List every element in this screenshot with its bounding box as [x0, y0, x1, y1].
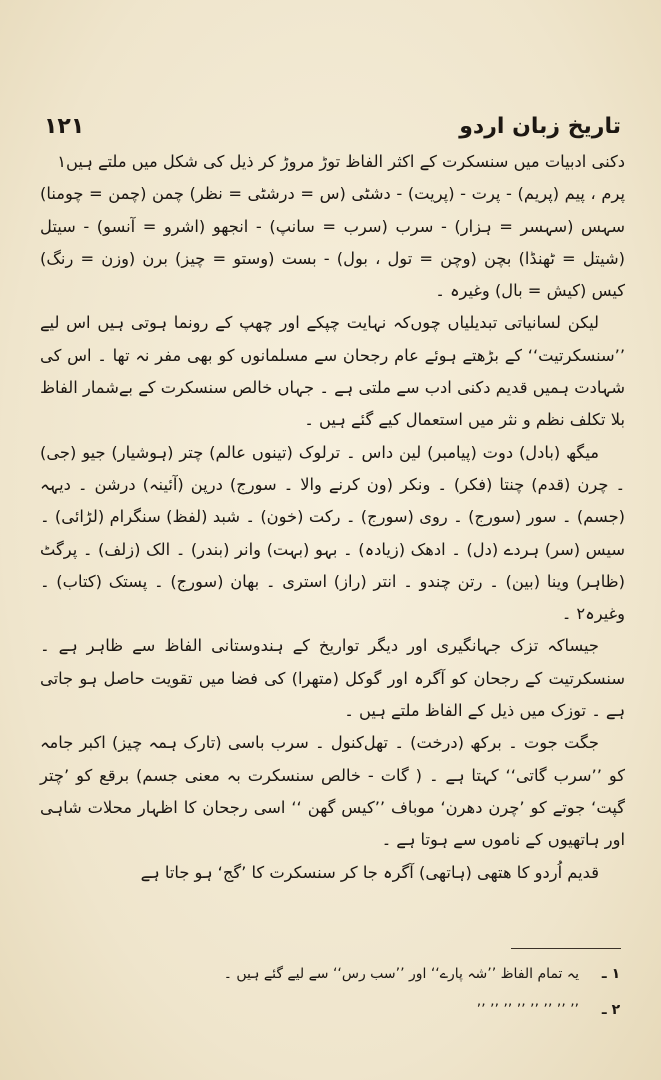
paragraph-tuzuk: جیساکہ تزک جہانگیری اور دیگر تواریخ کے ہندوستانی الفاظ سے ظاہر ہے ۔ سنسکرتیت کے رجحان کو آگرہ اور گوکل (متھرا) کی فضا میں تقویت حاصل ہو جاتی ہے ۔ توزک میں ذیل کے الفاظ ملتے ہیں ۔	[40, 636, 625, 721]
footnotes	[40, 956, 625, 1028]
footnote-text: یہ تمام الفاظ ’’شہ پارے‘‘ اور ’’سب رس‘‘ سے لیے گئے ہیں ۔	[223, 966, 579, 982]
paragraph-word-list-3: جگت جوت ۔ برکھ (درخت) ۔ تھل‌کنول ۔ سرب باسی (تارک ہمہ چیز) اکبر جامہ کو ’’سرب گاتی‘‘ کہتا ہے ۔ ( گات - خالص سنسکرت بہ معنی جسم) برقع کو ’چتر گپت‘ جوتے کو ’چرن دھرن‘ موباف ’’کیس گھن ‘‘ اسی رجحان کا اظہار محلات شاہی اور ہاتھیوں کے ناموں سے ہوتا ہے ۔	[40, 733, 625, 850]
footnote	[40, 992, 625, 1028]
page-header	[44, 108, 621, 144]
footnote-text: ’’ ’’ ’’ ’’ ’’ ’’ ’’ ’’	[476, 1002, 579, 1018]
paragraph-hathi: قدیم اُردو کا ھتھی (ہاتھی) آگرہ جا کر سنسکرت کا ’گج‘ ہو جاتا ہے	[140, 862, 599, 882]
paragraph-linguistic-change: لیکن لسانیاتی تبدیلیاں چوں‌کہ نہایت چپکے اور چھپ کے رونما ہوتی ہیں اس لیے ’’سنسکرتیت‘‘ کے بڑھتے ہوئے عام رجحان سے مسلمانوں کو بھی مفر نہ تھا ۔ اس کی شہادت ہمیں قدیم دکنی ادب سے ملتی ہے ۔ جہاں خالص سنسکرت کے بےشمار الفاظ بلا تکلف نظم و نثر میں استعمال کیے گئے ہیں ۔	[40, 313, 625, 430]
footnote-mark: ۱ ـ	[601, 966, 621, 982]
footnote-mark: ۲ ـ	[601, 1002, 621, 1018]
page-number: ۱۲۱	[44, 113, 85, 139]
paragraph-word-list-2: میگھ (بادل) دوت (پیامبر) لین داس ۔ ترلوک (تینوں عالم) چتر (ہوشیار) جیو (جی) ۔ چرن (قدم) چنتا (فکر) ۔ ونکر (ون کرنے والا ۔ سورج) درپن (آئینہ) درشن ۔ دیہہ (جسم) ۔ سور (سورج) ۔ روی (سورج) ۔ رکت (خون) ۔ شبد (لفظ) سنگرام (لڑائی) ۔ سیس (سر) ہردے (دل) ۔ ادھک (زیادہ) ۔ بہو (بہت) وانر (بندر) ۔ الک (زلف) ۔ پرگٹ (ظاہر) وینا (بین) ۔ رتن چندو ۔ انتر (راز) استری ۔ بھان (سورج) ۔ پستک (کتاب) ۔ وغیرہ۲ ۔	[40, 442, 625, 624]
footnote	[40, 956, 625, 992]
footnote-rule	[511, 948, 621, 949]
running-title: تاریخ زبان اردو	[459, 113, 621, 139]
paragraph-word-list-1: پرم ، پیم (پریم) - پرت - (پریت) - دشٹی (س = درشٹی = نظر) چمن (چمن = چومنا) سہس (سہسر = ہزار) - سرب (سرب = سانپ) - انجھو (اشرو = آنسو) - سیتل (شیتل = ٹھنڈا) بچن (وچن = تول ، بول) - بست (وستو = چیز) برن (وزن = رنگ) کیس (کیش = بال) وغیرہ ۔	[40, 184, 625, 301]
body-text	[40, 146, 625, 889]
paragraph-intro: دکنی ادبیات میں سنسکرت کے اکثر الفاظ توڑ مروڑ کر ذیل کی شکل میں ملتے ہیں۱	[57, 152, 625, 171]
